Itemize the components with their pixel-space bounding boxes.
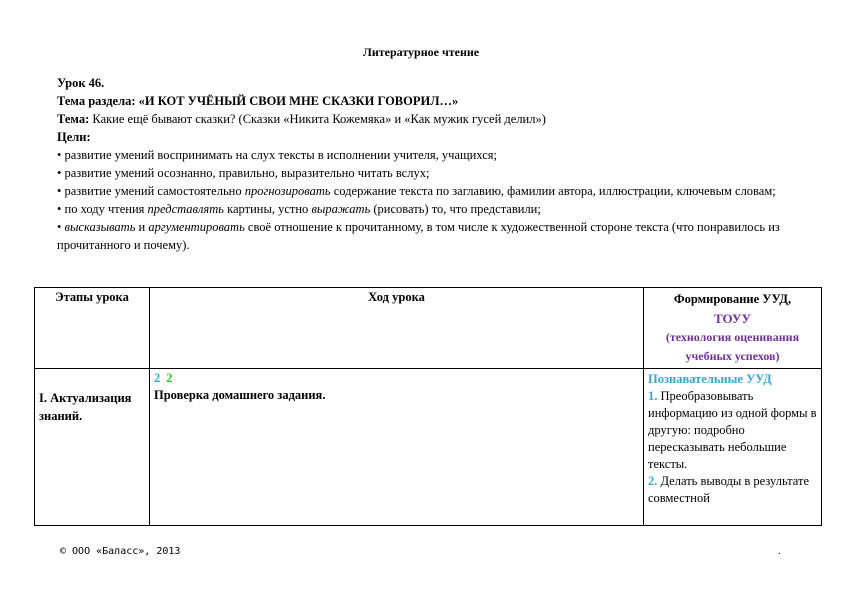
- goal-5-text-c: своё отношение к прочитанному, в том числе к художественной стороне текста (что понравилось из прочитанного и почему).: [57, 220, 780, 252]
- uud-item-1: [648, 388, 817, 473]
- topic-value: Какие ещё бывают сказки? (Сказки «Никита Кожемяка» и «Как мужик гусей делил»): [92, 112, 546, 126]
- uud-item-2-text: Делать выводы в результате совместной: [648, 474, 810, 505]
- goals-label: Цели:: [57, 130, 91, 144]
- goal-4-italic-2: выражать: [311, 202, 371, 216]
- lesson-header: [57, 74, 785, 254]
- section-line: [57, 92, 785, 110]
- header-uud: [644, 288, 822, 369]
- time-markers: [154, 371, 639, 386]
- footer-copyright: © ООО «Баласс», 2013: [60, 546, 181, 557]
- header-uud-toyy: ТОУУ: [714, 311, 751, 326]
- table-row: [35, 369, 822, 526]
- uud-item-2-num: 2.: [648, 474, 658, 488]
- marker-blue: 2: [154, 371, 161, 385]
- goal-3-text-a: • развитие умений самостоятельно: [57, 184, 245, 198]
- subject-title: Литературное чтение: [362, 45, 480, 59]
- section-value: «И КОТ УЧЁНЫЙ СВОИ МНЕ СКАЗКИ ГОВОРИЛ…»: [138, 94, 459, 108]
- marker-green: 2: [166, 371, 173, 385]
- uud-item-1-text: Преобразовывать информацию из одной формы в другую: подробно пересказывать небольшие тексты.: [648, 389, 817, 471]
- stage-cell: I. Актуализация знаний.: [35, 369, 150, 526]
- goal-5-text-b: и: [135, 220, 149, 234]
- goal-3: [57, 182, 785, 200]
- section-label: Тема раздела:: [57, 94, 136, 108]
- header-stages: Этапы урока: [35, 288, 150, 369]
- uud-title: Познавательные УУД: [648, 372, 772, 386]
- goal-5-text-a: •: [57, 220, 65, 234]
- goal-1: • развитие умений воспринимать на слух тексты в исполнении учителя, учащихся;: [57, 148, 497, 162]
- goal-4: [57, 200, 785, 218]
- flow-cell: [150, 369, 644, 526]
- topic-label: Тема:: [57, 112, 90, 126]
- goal-4-text-a: • по ходу чтения: [57, 202, 148, 216]
- header-uud-tech: (технология оценивания учебных успехов): [665, 330, 800, 363]
- goal-3-text-b: содержание текста по заглавию, фамилии автора, иллюстрации, ключевым словам;: [330, 184, 776, 198]
- header-lesson-flow: Ход урока: [150, 288, 644, 369]
- lesson-number: Урок 46.: [57, 76, 105, 90]
- lesson-table: [34, 287, 822, 526]
- goal-5-italic-1: высказывать: [64, 220, 136, 234]
- homework-check: Проверка домашнего задания.: [154, 388, 326, 402]
- footer-page-mark: .: [778, 546, 781, 557]
- header-uud-line1: Формирование УУД,: [673, 292, 792, 306]
- goal-4-italic-1: представлять: [147, 202, 224, 216]
- goal-5: [57, 218, 785, 254]
- goal-4-text-b: картины, устно: [223, 202, 312, 216]
- goal-3-italic: прогнозировать: [244, 184, 331, 198]
- uud-item-1-num: 1.: [648, 389, 658, 403]
- uud-item-2: [648, 473, 817, 507]
- goal-2: • развитие умений осознанно, правильно, выразительно читать вслух;: [57, 166, 430, 180]
- uud-cell: [644, 369, 822, 526]
- goal-4-text-c: (рисовать) то, что представили;: [370, 202, 541, 216]
- goal-5-italic-2: аргументировать: [148, 220, 245, 234]
- topic-line: [57, 110, 785, 128]
- table-header-row: [35, 288, 822, 369]
